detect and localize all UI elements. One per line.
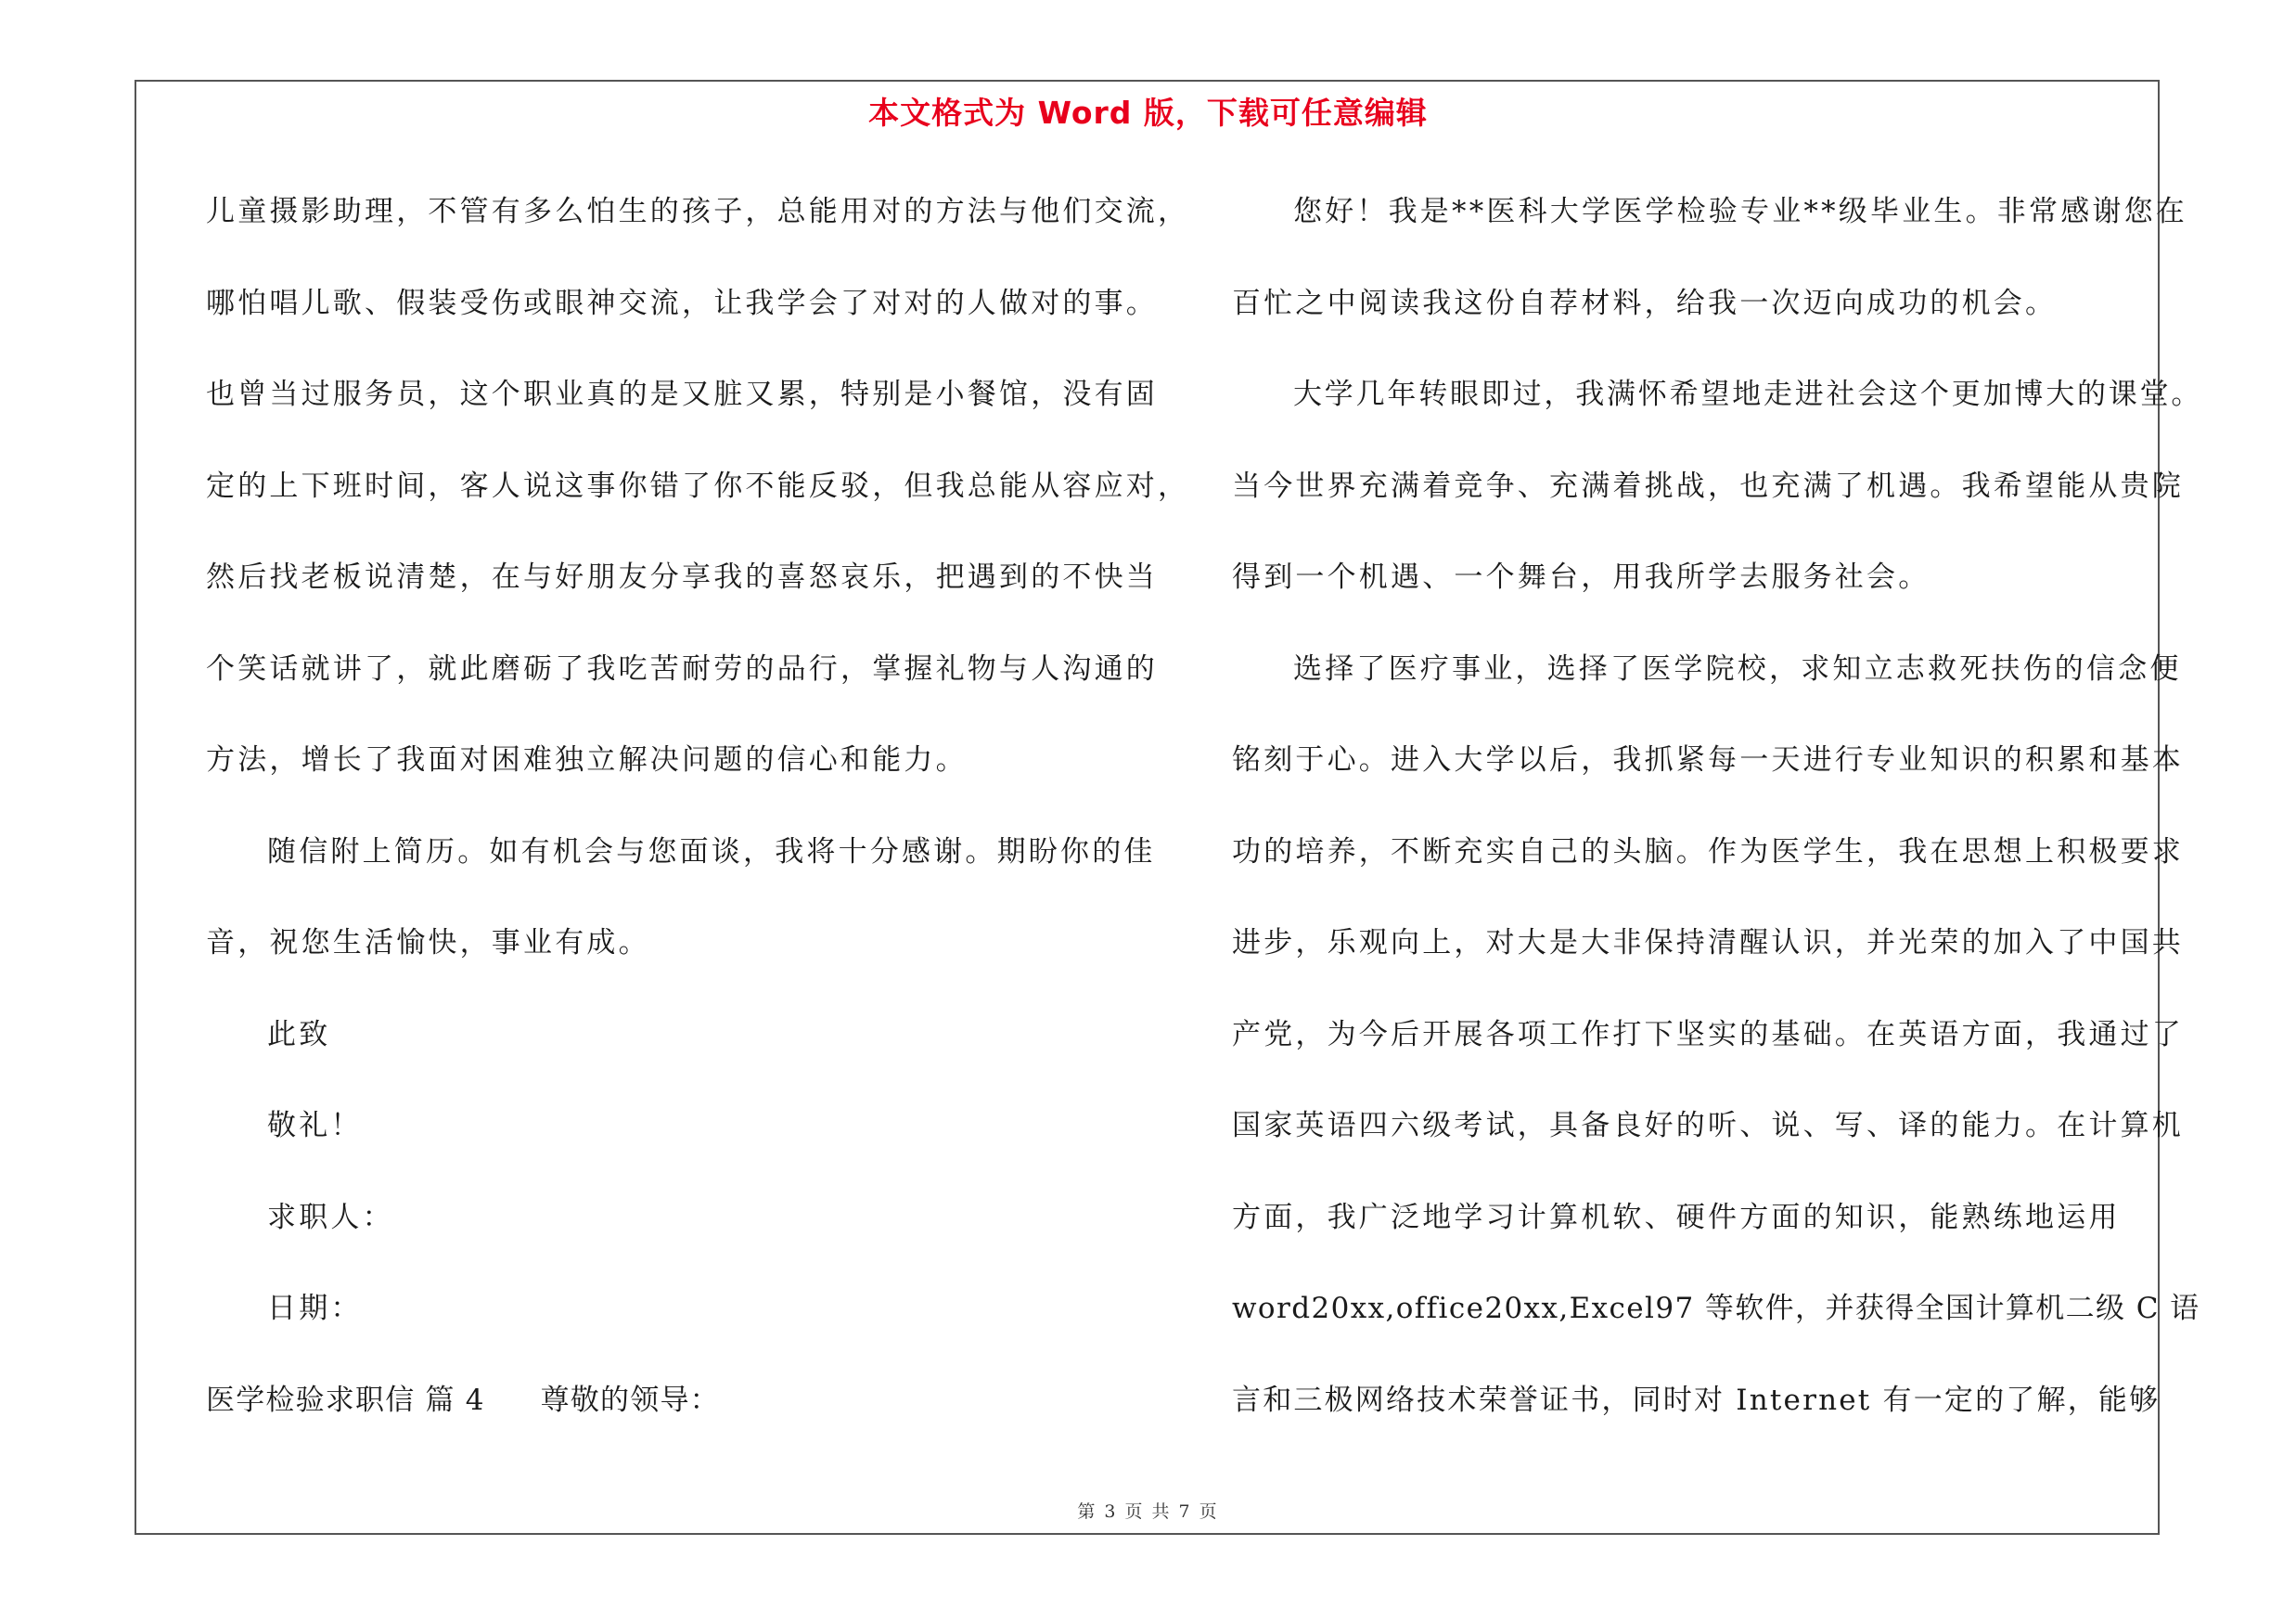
paragraph-line: 百忙之中阅读我这份自荐材料，给我一次迈向成功的机会。 xyxy=(1232,286,2058,320)
paragraph-line: 您好！我是**医科大学医学检验专业**级毕业生。非常感谢您在 xyxy=(1293,195,2187,228)
paragraph-line: 哪怕唱儿歌、假装受伤或眼神交流，让我学会了对对的人做对的事。 xyxy=(206,286,1158,320)
paragraph-line: 个笑话就讲了，就此磨砺了我吃苦耐劳的品行，掌握礼物与人沟通的 xyxy=(206,651,1158,686)
paragraph-line: 敬礼！ xyxy=(267,1109,363,1142)
paragraph-line: 音，祝您生活愉快，事业有成。 xyxy=(206,926,650,960)
paragraph-line: 大学几年转眼即过，我满怀希望地走进社会这个更加博大的课堂。 xyxy=(1293,378,2203,411)
paragraph-line: 儿童摄影助理，不管有多么怕生的孩子，总能用对的方法与他们交流， xyxy=(206,195,1190,228)
paragraph-line: 日期： xyxy=(267,1292,363,1325)
paragraph-line: 当今世界充满着竞争、充满着挑战，也充满了机遇。我希望能从贵院 xyxy=(1232,469,2184,503)
paragraph-line: 定的上下班时间，客人说这事你错了你不能反驳，但我总能从容应对， xyxy=(206,469,1190,503)
section-heading-line xyxy=(206,1370,1143,1462)
paragraph-line: 功的培养，不断充实自己的头脑。作为医学生，我在思想上积极要求 xyxy=(1232,834,2184,869)
paragraph-line: 也曾当过服务员，这个职业真的是又脏又累，特别是小餐馆，没有固 xyxy=(206,378,1158,411)
paragraph-line: 国家英语四六级考试，具备良好的听、说、写、译的能力。在计算机 xyxy=(1232,1109,2184,1142)
document-banner: 本文格式为 Word 版，下载可任意编辑 xyxy=(868,95,1428,131)
left-text-column xyxy=(206,181,1190,1461)
page-number: 第 3 页 共 7 页 xyxy=(1077,1501,1219,1522)
paragraph-line: 随信附上简历。如有机会与您面谈，我将十分感谢。期盼你的佳 xyxy=(267,834,1156,869)
paragraph-line: 产党，为今后开展各项工作打下坚实的基础。在英语方面，我通过了 xyxy=(1232,1017,2184,1051)
paragraph-line: 然后找老板说清楚，在与好朋友分享我的喜怒哀乐，把遇到的不快当 xyxy=(206,560,1158,594)
paragraph-line: 此致 xyxy=(267,1017,331,1051)
paragraph-line: 求职人： xyxy=(267,1200,394,1234)
right-text-column xyxy=(1232,181,2203,1461)
paragraph-line: 铭刻于心。进入大学以后，我抓紧每一天进行专业知识的积累和基本 xyxy=(1232,743,2184,777)
paragraph-line: 选择了医疗事业，选择了医学院校，求知立志救死扶伤的信念便 xyxy=(1293,651,2182,686)
paragraph-line: 言和三极网络技术荣誉证书，同时对 Internet 有一定的了解，能够 xyxy=(1232,1383,2161,1417)
paragraph-line: word20xx,office20xx,Excel97 等软件，并获得全国计算机二级 C 语 xyxy=(1232,1292,2200,1325)
paragraph-line: 进步，乐观向上，对大是大非保持清醒认识，并光荣的加入了中国共 xyxy=(1232,926,2184,960)
paragraph-line: 方面，我广泛地学习计算机软、硬件方面的知识，能熟练地运用 xyxy=(1232,1200,2121,1234)
paragraph-line: 方法，增长了我面对困难独立解决问题的信心和能力。 xyxy=(206,743,968,777)
section-title: 医学检验求职信 篇 4 xyxy=(206,1383,485,1417)
paragraph-line: 得到一个机遇、一个舞台，用我所学去服务社会。 xyxy=(1232,560,1930,594)
letter-salutation: 尊敬的领导： xyxy=(540,1383,720,1417)
